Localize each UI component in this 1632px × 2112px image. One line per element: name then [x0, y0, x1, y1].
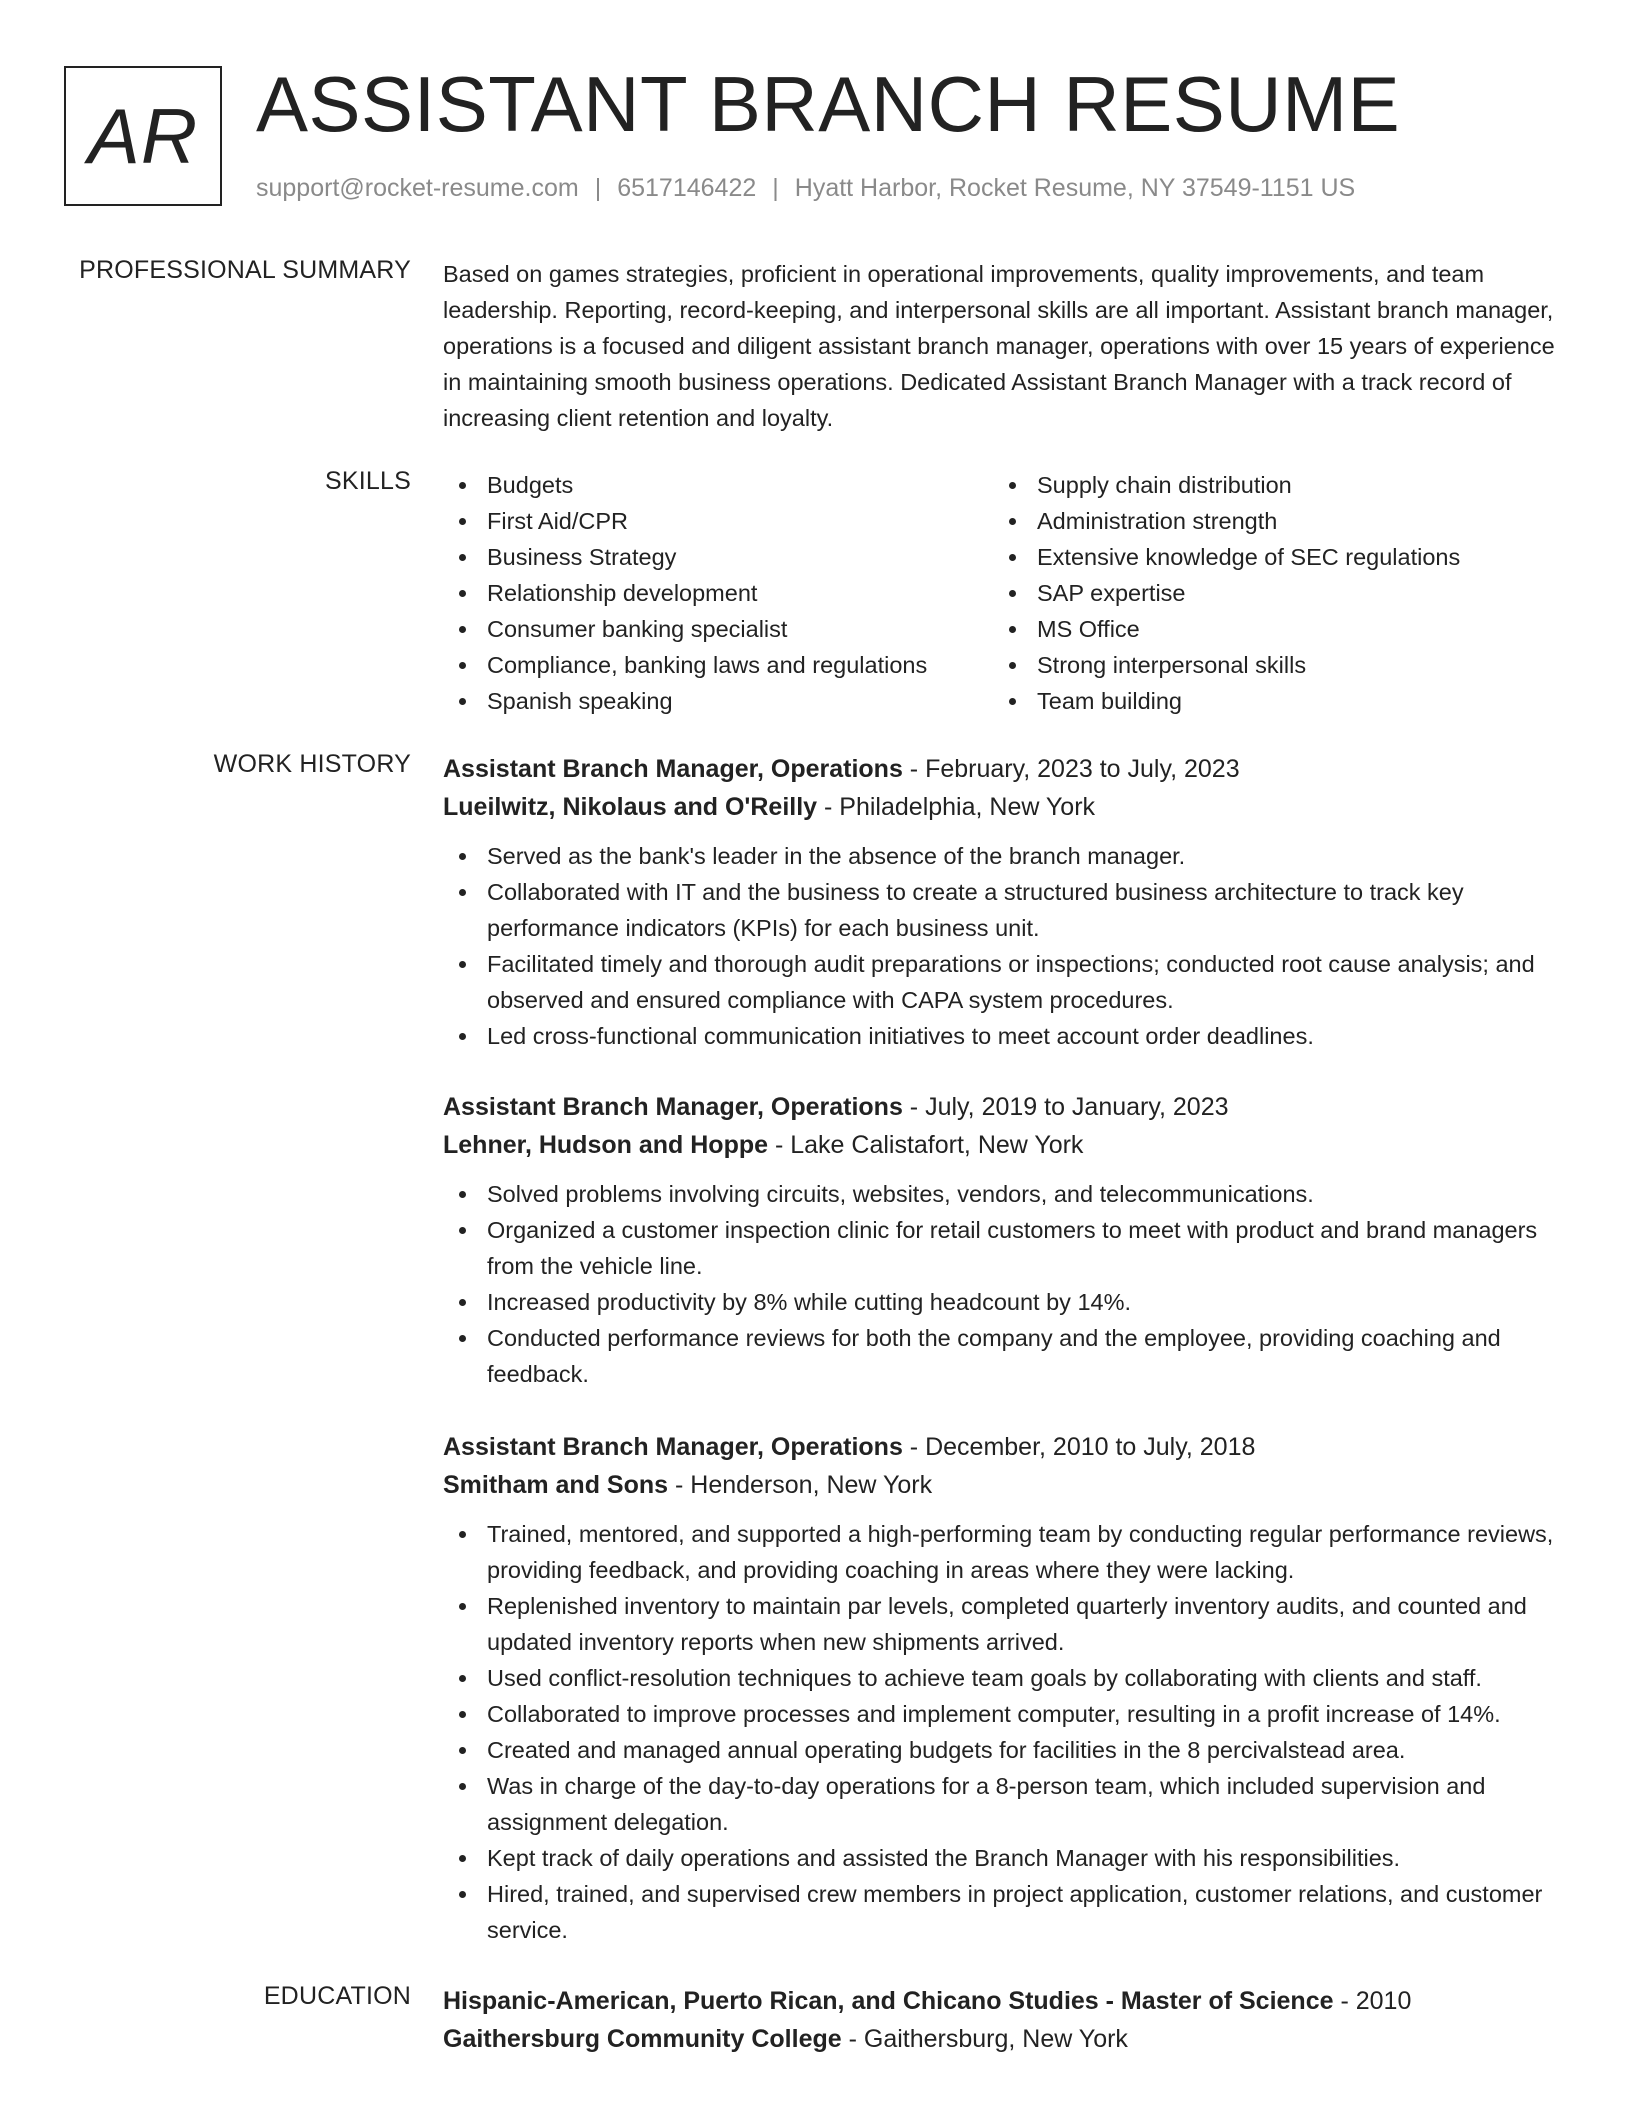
skill-item: Strong interpersonal skills — [993, 647, 1553, 683]
education-entry — [443, 1982, 1567, 2058]
job-company: Lehner, Hudson and Hoppe — [443, 1131, 769, 1159]
job-bullet: Used conflict-resolution techniques to achieve team goals by collaborating with clients and staff. — [443, 1660, 1567, 1696]
job-location: Lake Calistafort, New York — [790, 1131, 1084, 1159]
contact-address: Hyatt Harbor, Rocket Resume, NY 37549-1151 US — [794, 174, 1356, 202]
skill-item: Consumer banking specialist — [443, 611, 993, 647]
skill-item: Administration strength — [993, 503, 1553, 539]
job-entry — [443, 1088, 1567, 1392]
skill-item: Budgets — [443, 467, 993, 503]
skill-item: Business Strategy — [443, 539, 993, 575]
job-dash: - — [817, 793, 840, 821]
job-dash: - — [668, 1471, 691, 1499]
job-title: Assistant Branch Manager, Operations — [443, 755, 903, 783]
education-school: Gaithersburg Community College — [443, 2025, 842, 2053]
job-bullet: Trained, mentored, and supported a high-performing team by conducting regular performance reviews, providing feedback, and providing coaching in areas where they were lacking. — [443, 1516, 1567, 1588]
job-title-line — [443, 1088, 1567, 1126]
job-dates: December, 2010 to July, 2018 — [925, 1433, 1256, 1461]
contact-phone: 6517146422 — [617, 174, 757, 202]
job-company: Smitham and Sons — [443, 1471, 669, 1499]
education-degree: Hispanic-American, Puerto Rican, and Chicano Studies - Master of Science — [443, 1987, 1334, 2015]
job-dash: - — [902, 755, 926, 783]
education-location: Gaithersburg, New York — [863, 2025, 1128, 2053]
resume-header — [64, 60, 1564, 216]
skill-item: MS Office — [993, 611, 1553, 647]
job-dash: - — [902, 1433, 926, 1461]
skill-item: First Aid/CPR — [443, 503, 993, 539]
job-bullet: Conducted performance reviews for both the company and the employee, providing coaching and feedback. — [443, 1320, 1567, 1392]
skill-item: Extensive knowledge of SEC regulations — [993, 539, 1553, 575]
summary-text: Based on games strategies, proficient in operational improvements, quality improvements, and team leadership. Reporting, record-keeping, and interpersonal skills are all important. Assistant branch manager, operations is a focused and diligent assistant branch manager, operations with over 15 years of experience in maintaining smooth business operations. Dedicated Assistant Branch Manager with a track record of increasing client retention and loyalty. — [443, 261, 1555, 431]
skill-item: Compliance, banking laws and regulations — [443, 647, 993, 683]
skills-list-right — [993, 467, 1553, 719]
skill-item: Supply chain distribution — [993, 467, 1553, 503]
job-company: Lueilwitz, Nikolaus and O'Reilly — [443, 793, 818, 821]
job-location: Philadelphia, New York — [839, 793, 1096, 821]
skills-grid — [443, 467, 1567, 719]
contact-email: support@rocket-resume.com — [256, 174, 579, 202]
skill-item: SAP expertise — [993, 575, 1553, 611]
contact-separator: | — [594, 174, 602, 202]
job-bullet: Was in charge of the day-to-day operations for a 8-person team, which included supervision and assignment delegation. — [443, 1768, 1567, 1840]
job-company-line — [443, 1466, 1567, 1504]
job-dash: - — [768, 1131, 791, 1159]
job-title-line — [443, 750, 1567, 788]
job-title: Assistant Branch Manager, Operations — [443, 1093, 903, 1121]
job-bullet: Solved problems involving circuits, websites, vendors, and telecommunications. — [443, 1176, 1567, 1212]
job-dates: July, 2019 to January, 2023 — [925, 1093, 1229, 1121]
section-label-summary: PROFESSIONAL SUMMARY — [79, 256, 411, 284]
job-title-line — [443, 1428, 1567, 1466]
monogram-logo: AR — [64, 66, 222, 206]
job-bullet: Created and managed annual operating budgets for facilities in the 8 percivalstead area. — [443, 1732, 1567, 1768]
section-label-work-history: WORK HISTORY — [213, 750, 411, 778]
contact-separator: | — [772, 174, 779, 202]
skills-list-left — [443, 467, 993, 719]
job-dash: - — [902, 1093, 926, 1121]
job-bullet: Facilitated timely and thorough audit preparations or inspections; conducted root cause analysis; and observed and ensured compliance with CAPA system procedures. — [443, 946, 1567, 1018]
job-bullet: Kept track of daily operations and assisted the Branch Manager with his responsibilities. — [443, 1840, 1567, 1876]
job-company-line — [443, 788, 1567, 826]
summary-body — [443, 256, 1567, 436]
section-label-education: EDUCATION — [263, 1982, 411, 2010]
contact-line — [256, 174, 1355, 203]
job-bullet-list — [443, 1176, 1567, 1392]
job-bullet: Led cross-functional communication initiatives to meet account order deadlines. — [443, 1018, 1567, 1054]
education-dash: - — [841, 2025, 864, 2053]
job-title: Assistant Branch Manager, Operations — [443, 1433, 903, 1461]
job-bullet: Served as the bank's leader in the absence of the branch manager. — [443, 838, 1567, 874]
job-dates: February, 2023 to July, 2023 — [925, 755, 1240, 783]
job-bullet: Organized a customer inspection clinic for retail customers to meet with product and brand managers from the vehicle line. — [443, 1212, 1567, 1284]
education-school-line — [443, 2020, 1567, 2058]
job-bullet-list — [443, 838, 1567, 1054]
education-dash: - — [1333, 1987, 1356, 2015]
job-bullet: Collaborated to improve processes and implement computer, resulting in a profit increase of 14%. — [443, 1696, 1567, 1732]
section-label-skills: SKILLS — [325, 467, 411, 495]
skill-item: Team building — [993, 683, 1553, 719]
job-company-line — [443, 1126, 1567, 1164]
resume-title: ASSISTANT BRANCH RESUME — [256, 60, 1401, 148]
job-bullet: Increased productivity by 8% while cutting headcount by 14%. — [443, 1284, 1567, 1320]
job-bullet-list — [443, 1516, 1567, 1948]
job-entry — [443, 1428, 1567, 1948]
education-degree-line — [443, 1982, 1567, 2020]
job-location: Henderson, New York — [690, 1471, 933, 1499]
education-year: 2010 — [1355, 1987, 1412, 2015]
job-bullet: Hired, trained, and supervised crew members in project application, customer relations, and customer service. — [443, 1876, 1567, 1948]
job-entry — [443, 750, 1567, 1054]
job-bullet: Collaborated with IT and the business to create a structured business architecture to track key performance indicators (KPIs) for each business unit. — [443, 874, 1567, 946]
skill-item: Spanish speaking — [443, 683, 993, 719]
job-bullet: Replenished inventory to maintain par levels, completed quarterly inventory audits, and counted and updated inventory reports when new shipments arrived. — [443, 1588, 1567, 1660]
skill-item: Relationship development — [443, 575, 993, 611]
